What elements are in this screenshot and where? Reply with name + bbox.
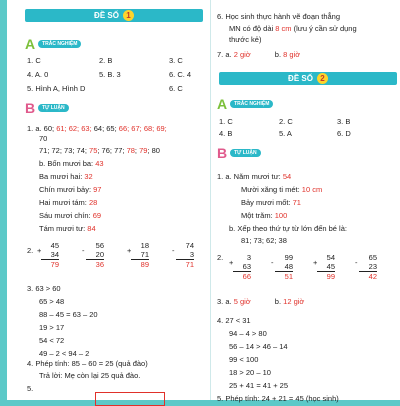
- de2-q1-item-value: 54: [282, 172, 292, 181]
- de1-q1-number: 69;: [156, 124, 167, 133]
- de2-q1-item-label: 1. a. Năm mươi tư:: [217, 172, 283, 181]
- de1-q6-line2: [229, 24, 357, 33]
- de1-op-b: 71: [140, 250, 149, 259]
- de2-mc-2-1: 4. B: [219, 129, 233, 138]
- de2-op-b: 23: [368, 262, 377, 271]
- de1-mc-2-3: 6. C. 4: [169, 70, 192, 79]
- de2-op: [229, 253, 251, 281]
- de2-q3-b: 12 giờ: [283, 297, 305, 306]
- de2-q1-item-label: Bảy mươi mốt:: [241, 198, 293, 207]
- de1-op: [172, 241, 194, 269]
- de2-mc-1-2: 2. C: [279, 117, 293, 126]
- de2-section-a: [217, 97, 273, 111]
- de1-q7-bprefix: b.: [274, 50, 282, 59]
- de1-q1-sequence: [56, 124, 167, 133]
- de1-q1-line3-part: ;: [134, 146, 140, 155]
- de1-q5-label: 5.: [27, 384, 34, 393]
- de2-section-a-letter: A: [217, 96, 228, 112]
- de2-mc-1-3: 3. B: [337, 117, 351, 126]
- de2-op-sign: +: [313, 258, 318, 267]
- de2-op-result: 99: [326, 272, 335, 281]
- de1-op-result: 89: [140, 260, 149, 269]
- de1-op-a: 18: [140, 241, 149, 250]
- de1-op-a: 74: [185, 241, 194, 250]
- de1-op-result: 79: [50, 260, 59, 269]
- de1-q1-item-label: Sáu mươi chín:: [39, 211, 93, 220]
- de2-q1-item-value: 10 cm: [301, 185, 323, 194]
- de1-op: [82, 241, 104, 269]
- de2-op-sign: +: [229, 258, 234, 267]
- de1-banner: [25, 9, 203, 22]
- de1-q3-line: 88 – 45 = 63 – 20: [39, 310, 98, 319]
- de2-mc-2-2: 5. A: [279, 129, 292, 138]
- de2-op: [313, 253, 335, 281]
- de1-q1-item-label: Hai mươi tám:: [39, 198, 89, 207]
- de1-q7: [217, 50, 300, 59]
- de1-section-b: [25, 101, 69, 115]
- de1-q1-number: 62;: [68, 124, 82, 133]
- de1-op-result: 71: [185, 260, 194, 269]
- de2-op-b: 63: [242, 262, 251, 271]
- de1-q6-line1: 6. Học sinh thực hành vẽ đoạn thẳng: [217, 12, 341, 21]
- de1-q1-item-value: 32: [84, 172, 93, 181]
- de1-section-a-label: TRẮC NGHIỆM: [38, 40, 81, 48]
- de2-op: [271, 253, 293, 281]
- de1-q6-note: (lưu ý cần sử dụng: [293, 24, 357, 33]
- de2-q1-item: [217, 172, 291, 181]
- de2-op-sign: -: [355, 258, 358, 267]
- de1-q1-number: 63;: [81, 124, 94, 133]
- de1-op-sign: -: [82, 246, 85, 255]
- de1-q1-line3-part: ; 76; 77;: [97, 146, 127, 155]
- de1-op-sign: +: [37, 246, 42, 255]
- de2-q1-item-value: 100: [274, 211, 288, 220]
- de2-op-b: 48: [284, 262, 293, 271]
- de1-mc-1-3: 3. C: [169, 56, 183, 65]
- de2-op-a: 65: [368, 253, 377, 262]
- de1-q1-line3-part: 79: [139, 146, 148, 155]
- de2-q3-bprefix: b.: [274, 297, 282, 306]
- de1-section-a-letter: A: [25, 36, 36, 52]
- de1-q7-a: 2 giờ: [233, 50, 251, 59]
- de2-section-b-letter: B: [217, 145, 228, 161]
- de2-op-result: 42: [368, 272, 377, 281]
- de1-q1-line3-part: 75: [89, 146, 98, 155]
- column-divider: [210, 0, 211, 400]
- de2-number: 2: [317, 73, 328, 84]
- de1-q1-item-value: 97: [93, 185, 102, 194]
- de1-q1-item-label: Ba mươi hai:: [39, 172, 85, 181]
- de2-section-b-label: TỰ LUẬN: [230, 149, 260, 157]
- de1-q4-line1: 4. Phép tính: 85 – 60 = 25 (quả đào): [27, 359, 148, 368]
- de2-section-b: [217, 146, 261, 160]
- de1-op-b: 3: [189, 250, 194, 259]
- de1-mc-2-1: 4. A. 0: [27, 70, 49, 79]
- de1-q7-prefix: 7. a.: [217, 50, 232, 59]
- de1-mc-3-3: 6. C: [169, 84, 183, 93]
- de1-q1-item: [39, 185, 101, 194]
- de2-op-result: 66: [242, 272, 251, 281]
- de1-q3-line: 49 – 2 < 94 – 2: [39, 349, 90, 358]
- de2-title: ĐỀ SỐ: [288, 74, 313, 83]
- de1-q1-line1: [27, 124, 167, 133]
- de2-q4-line: 94 – 4 > 80: [229, 329, 267, 338]
- de2-q1-item-label: Một trăm:: [241, 211, 275, 220]
- de2-q1-b: b. Xếp theo thứ tự từ lớn đến bé là:: [229, 224, 347, 233]
- de2-op-result: 51: [284, 272, 293, 281]
- de1-section-b-letter: B: [25, 100, 36, 116]
- de2-q4-line: 56 – 14 > 46 – 14: [229, 342, 288, 351]
- de2-q1-b-value: 81; 73; 62; 38: [241, 236, 287, 245]
- de2-q3-prefix: 3. a.: [217, 297, 232, 306]
- answer-sheet: [7, 0, 400, 403]
- de2-op-a: 3: [246, 253, 251, 262]
- de2-q3: [217, 297, 304, 306]
- de2-q4-line: 4. 27 < 31: [217, 316, 251, 325]
- de1-q1-b-label: b. Bốn mươi ba:: [39, 159, 94, 168]
- de2-op-sign: -: [271, 258, 274, 267]
- de1-op: [127, 241, 149, 269]
- de1-q4-line2: Trả lời: Mẹ còn lại 25 quả đào.: [39, 371, 141, 380]
- de1-q1-line3-part: ; 80: [147, 146, 160, 155]
- de1-q3-line: 19 > 17: [39, 323, 65, 332]
- de1-q1-item: [39, 172, 93, 181]
- de1-q1-number: 65;: [106, 124, 119, 133]
- de1-op-b: 20: [95, 250, 104, 259]
- de1-op-sign: -: [172, 246, 175, 255]
- de1-q1-number: 68;: [143, 124, 157, 133]
- de1-q1-number: 64;: [93, 124, 107, 133]
- de1-q1-line3-part: 71; 72; 73; 74;: [39, 146, 90, 155]
- de2-section-a-label: TRẮC NGHIỆM: [230, 100, 273, 108]
- de1-q1-line3-part: 78: [126, 146, 135, 155]
- de1-q1-number: 66;: [118, 124, 132, 133]
- de1-q2-label: 2.: [27, 246, 34, 255]
- de2-q3-a: 5 giờ: [233, 297, 251, 306]
- de2-mc-2-3: 6. D: [337, 129, 351, 138]
- de1-section-a: [25, 37, 81, 51]
- de1-q1-item: [39, 211, 101, 220]
- de1-q1-item: [39, 198, 97, 207]
- de1-q3-line: 54 < 72: [39, 336, 65, 345]
- de1-q6-text: MN có độ dài: [229, 24, 274, 33]
- de2-mc-1-1: 1. C: [219, 117, 233, 126]
- de1-q6-length: 8 cm: [275, 24, 292, 33]
- de2-q4-line: 25 + 41 = 41 + 25: [229, 381, 289, 390]
- de2-op-a: 99: [284, 253, 293, 262]
- de1-q1-item-label: Chín mươi bảy:: [39, 185, 94, 194]
- de1-mc-2-2: 5. B. 3: [99, 70, 121, 79]
- de1-op-result: 36: [95, 260, 104, 269]
- de1-q6-line3: thước kẻ): [229, 35, 262, 44]
- de1-op-b: 34: [50, 250, 59, 259]
- de2-q1-item: [241, 211, 287, 220]
- de1-q1-item-value: 69: [92, 211, 102, 220]
- de1-section-b-label: TỰ LUẬN: [38, 104, 68, 112]
- de1-q1-line3: [39, 146, 160, 155]
- de1-op-sign: +: [127, 246, 132, 255]
- de1-q1-prefix: 1. a. 60;: [27, 124, 55, 133]
- de1-q1-number: 61;: [56, 124, 69, 133]
- de1-q1-item-value: 28: [88, 198, 98, 207]
- de1-q1-b: [39, 159, 104, 168]
- de1-q7-b: 8 giờ: [283, 50, 301, 59]
- de1-q1-item-value: 84: [87, 224, 96, 233]
- de2-q2-label: 2.: [217, 253, 224, 262]
- de1-q1-line2: 70: [39, 134, 48, 143]
- de1-q5-figure: [95, 392, 165, 406]
- de1-q1-b-value: 43: [95, 159, 104, 168]
- de1-q3-line: 65 > 48: [39, 297, 65, 306]
- de2-banner: [219, 72, 397, 85]
- de2-q1-item: [241, 185, 322, 194]
- de2-q1-item-label: Mười xăng ti mét:: [241, 185, 302, 194]
- de1-op-a: 45: [50, 241, 59, 250]
- de1-title: ĐỀ SỐ: [94, 11, 119, 20]
- de1-q1-number: 67;: [131, 124, 144, 133]
- de1-mc-1-2: 2. B: [99, 56, 113, 65]
- de2-op: [355, 253, 377, 281]
- de1-q1-item-label: Tám mươi tư:: [39, 224, 88, 233]
- de1-q1-item: [39, 224, 96, 233]
- de1-mc-1-1: 1. C: [27, 56, 41, 65]
- de2-q1-item-value: 71: [292, 198, 301, 207]
- de2-op-a: 54: [326, 253, 335, 262]
- de1-op-a: 56: [95, 241, 104, 250]
- de2-q4-line: 18 > 20 – 10: [229, 368, 271, 377]
- de2-q5: 5. Phép tính: 24 + 21 = 45 (học sinh): [217, 394, 339, 403]
- de2-op-b: 45: [326, 262, 335, 271]
- de1-number: 1: [123, 10, 134, 21]
- de1-mc-3-1: 5. Hình A, Hình D: [27, 84, 86, 93]
- de1-q3-line: 3. 63 > 60: [27, 284, 61, 293]
- de1-op: [37, 241, 59, 269]
- de2-q1-item: [241, 198, 301, 207]
- de2-q4-line: 99 < 100: [229, 355, 259, 364]
